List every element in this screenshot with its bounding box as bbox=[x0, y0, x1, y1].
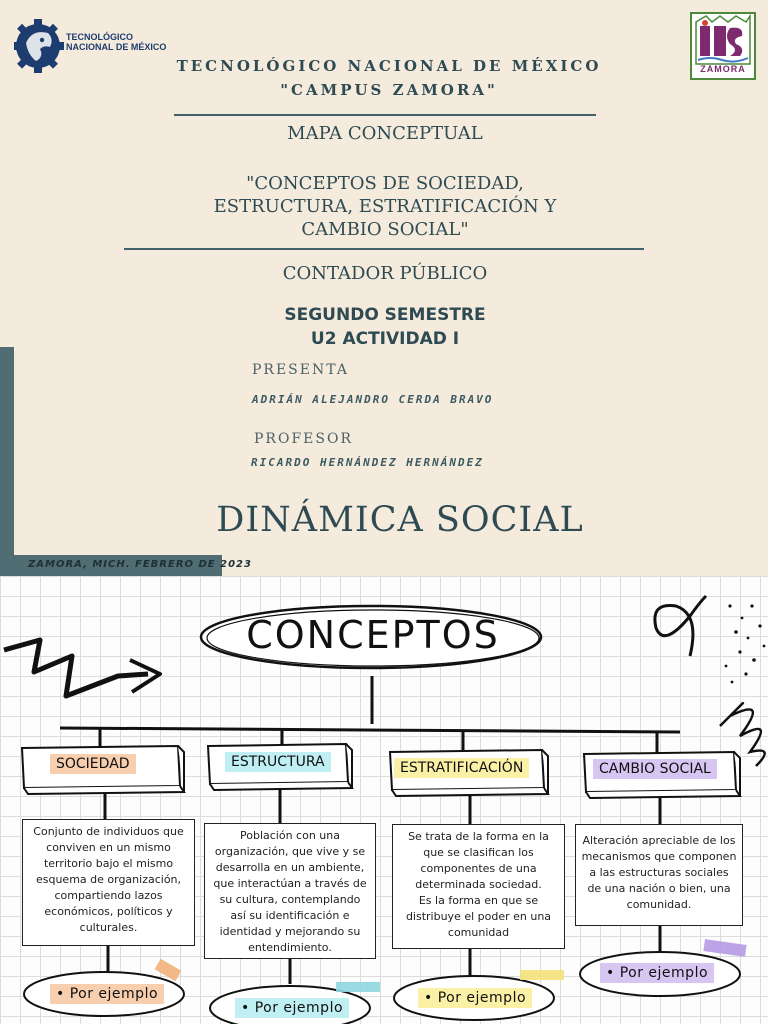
definition-sociedad: Conjunto de individuos que conviven en un mismo territorio bajo el mismo esquema de organización, compartiendo lazos económicos, políticos y culturales. bbox=[22, 819, 195, 946]
side-accent-bar bbox=[0, 347, 14, 576]
divider-middle bbox=[124, 248, 644, 250]
document-type: MAPA CONCEPTUAL bbox=[287, 123, 483, 144]
institution-name bbox=[150, 54, 628, 102]
loop-doodle-icon bbox=[655, 596, 706, 656]
semester-block bbox=[100, 303, 670, 351]
career-name: CONTADOR PÚBLICO bbox=[282, 263, 488, 284]
semester-label: SEGUNDO SEMESTRE bbox=[284, 305, 486, 325]
student-name: ADRIÁN ALEJANDRO CERDA BRAVO bbox=[252, 393, 494, 406]
example-estratificacion: • Por ejemplo bbox=[418, 988, 532, 1008]
document-title: "CONCEPTOS DE SOCIEDAD, ESTRUCTURA, ESTRATIFICACIÓN Y CAMBIO SOCIAL" bbox=[213, 173, 557, 240]
branch-label-sociedad: SOCIEDAD bbox=[50, 754, 136, 774]
gear-icon bbox=[14, 19, 64, 73]
tecnm-logo-text: TECNOLÓGICO NACIONAL DE MÉXICO bbox=[66, 32, 167, 52]
definition-estratificacion: Se trata de la forma en la que se clasifican los componentes de una determinada sociedad. Es la forma en que se distribuye el poder en una comunidad bbox=[392, 824, 565, 949]
divider-top bbox=[174, 114, 596, 116]
definition-cambio-social: Alteración apreciable de los mecanismos que componen a las estructuras sociales de una nación o bien, una comunidad. bbox=[575, 824, 743, 926]
activity-label: U2 ACTIVIDAD I bbox=[310, 329, 460, 349]
subject-title: DINÁMICA SOCIAL bbox=[216, 500, 584, 540]
example-sociedad: • Por ejemplo bbox=[50, 984, 164, 1004]
concepts-title: CONCEPTOS bbox=[246, 613, 500, 657]
dots-doodle-icon bbox=[725, 604, 766, 683]
place-date: ZAMORA, MICH. FEBRERO DE 2023 bbox=[28, 559, 252, 570]
branch-label-cambio-social: CAMBIO SOCIAL bbox=[593, 759, 717, 779]
its-zamora-logo-text: ZAMORA bbox=[700, 64, 746, 74]
concept-map bbox=[0, 576, 768, 1024]
teacher-name: RICARDO HERNÁNDEZ HERNÁNDEZ bbox=[251, 456, 484, 469]
branch-label-estratificacion: ESTRATIFICACIÓN bbox=[394, 758, 529, 778]
presenta-label: PRESENTA bbox=[252, 362, 349, 378]
example-cambio-social: • Por ejemplo bbox=[600, 963, 714, 983]
institution-line: TECNOLÓGICO NACIONAL DE MÉXICO bbox=[176, 57, 602, 75]
zigzag-arrow-icon bbox=[4, 640, 148, 696]
example-estructura: • Por ejemplo bbox=[235, 998, 349, 1018]
branch-label-estructura: ESTRUCTURA bbox=[225, 752, 331, 772]
profesor-label: PROFESOR bbox=[254, 431, 353, 447]
definition-estructura: Población con una organización, que vive y se desarrolla en un ambiente, que interactúan a través de su cultura, contemplando así su identificación e identidad y mejorando su entendimiento. bbox=[204, 823, 376, 959]
campus-line: "CAMPUS ZAMORA" bbox=[280, 81, 498, 99]
